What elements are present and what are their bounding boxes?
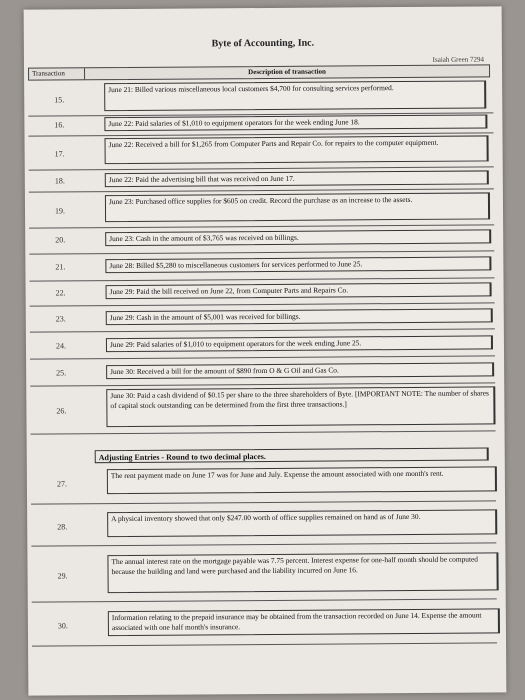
- transaction-number: 30.: [57, 621, 68, 631]
- document-title: Byte of Accounting, Inc.: [211, 37, 315, 50]
- transaction-description: June 21: Billed various miscellaneous local customers $4,700 for consulting services performed.: [104, 80, 486, 111]
- transaction-description: June 29: Cash in the amount of $5,001 was received for billings.: [106, 308, 493, 325]
- row-divider: [31, 500, 496, 504]
- table-row: [26, 386, 496, 416]
- transaction-number: 19.: [54, 206, 66, 216]
- transaction-number: 16.: [54, 120, 65, 130]
- table-row: [25, 256, 495, 272]
- student-name: Isaiah Green 7294: [432, 55, 484, 64]
- transaction-description: The rent payment made on June 17 was for June and July. Expense the amount associated with one month's rent.: [107, 466, 497, 494]
- table-row: [26, 335, 496, 351]
- header-transaction: Transaction: [29, 68, 85, 79]
- row-divider: [31, 542, 496, 546]
- table-row: [27, 466, 497, 489]
- table-row: [27, 509, 497, 532]
- transaction-number: 18.: [54, 176, 65, 186]
- table-row: [26, 362, 496, 378]
- table-row: [28, 608, 498, 632]
- table-row: [25, 229, 495, 245]
- transaction-description: June 29: Paid salaries of $1,010 to equipment operators for the week ending June 25.: [106, 335, 493, 352]
- transaction-number: 25.: [56, 368, 67, 378]
- transaction-description: Information relating to the prepaid insurance may be obtained from the transaction recorded on June 14. Expense the amount associated with one half month's insurance.: [108, 608, 500, 636]
- transaction-description: The annual interest rate on the mortgage payable was 7.75 percent. Interest expense for one-half month should be computed because the building and land were purchased and the liability incurred on June 16.: [107, 552, 498, 593]
- transaction-description: June 22: Paid the advertising bill that was received on June 17.: [105, 170, 489, 187]
- transaction-number: 24.: [55, 341, 66, 351]
- row-divider: [32, 642, 497, 646]
- row-divider: [32, 598, 497, 602]
- transaction-description: A physical inventory showed that only $247.00 worth of office supplies remained on hand as of June 30.: [107, 509, 497, 537]
- transaction-number: 21.: [55, 262, 66, 272]
- row-divider: [29, 224, 494, 228]
- row-divider: [29, 250, 494, 254]
- transaction-number: 26.: [56, 406, 67, 416]
- transaction-number: 29.: [57, 571, 68, 581]
- row-divider: [31, 430, 496, 434]
- table-row: [26, 308, 496, 324]
- table-row: [24, 80, 494, 105]
- row-divider: [30, 355, 495, 359]
- table-row: [27, 552, 497, 581]
- transaction-number: 22.: [55, 288, 66, 298]
- document-page: [24, 6, 507, 695]
- table-row: [26, 282, 496, 298]
- transaction-description: June 22: Paid salaries of $1,010 to equipment operators for the week ending June 18.: [104, 114, 487, 131]
- transaction-number: 15.: [54, 95, 65, 105]
- row-divider: [30, 277, 495, 281]
- table-row: [25, 170, 495, 186]
- transaction-number: 23.: [55, 314, 66, 324]
- transaction-description: June 28: Billed $5,280 to miscellaneous customers for services performed to June 25.: [105, 256, 491, 273]
- transaction-number: 20.: [55, 235, 66, 245]
- transaction-description: June 22: Received a bill for $1,265 from Computer Parts and Repair Co. for repairs to the computer equipment.: [105, 135, 489, 164]
- transaction-number: 28.: [57, 522, 68, 532]
- transaction-description: June 23: Cash in the amount of $3,765 was received on billings.: [105, 229, 491, 246]
- row-divider: [30, 328, 495, 332]
- transaction-number: 27.: [56, 479, 67, 489]
- table-row: [25, 192, 495, 216]
- transaction-number: 17.: [54, 149, 65, 159]
- transaction-description: June 30: Received a bill for the amount of $890 from O & G Oil and Gas Co.: [106, 362, 494, 379]
- transaction-description: June 23: Purchased office supplies for $605 on credit. Record the purchase as an increase to the assets.: [105, 192, 490, 222]
- adjusting-entries-heading: Adjusting Entries - Round to two decimal places.: [95, 447, 489, 463]
- transaction-description: June 29: Paid the bill received on June 22, from Computer Parts and Repairs Co.: [106, 282, 492, 299]
- table-header: [28, 64, 490, 80]
- row-divider: [30, 302, 495, 306]
- header-description: Description of transaction: [248, 67, 326, 77]
- transaction-description: June 30: Paid a cash dividend of $0.15 per share to the three shareholders of Byte. [IMPORTANT NOTE: The number of shares of capital stock outstanding can be determined from the first three transactions.]: [106, 386, 495, 427]
